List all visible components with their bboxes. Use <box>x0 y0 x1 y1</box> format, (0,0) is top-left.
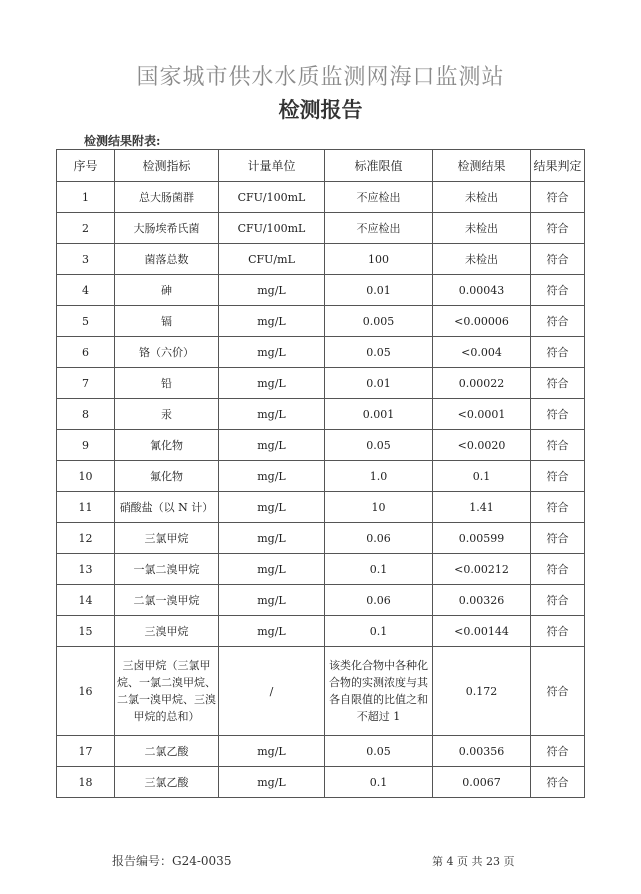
table-cell: 6 <box>57 337 115 368</box>
table-cell: mg/L <box>219 523 325 554</box>
table-cell: CFU/mL <box>219 244 325 275</box>
table-cell: 1.41 <box>433 492 531 523</box>
table-cell: 4 <box>57 275 115 306</box>
table-cell: 0.1 <box>325 554 433 585</box>
table-cell: 汞 <box>115 399 219 430</box>
table-cell: 符合 <box>531 647 585 736</box>
table-cell: 0.005 <box>325 306 433 337</box>
table-cell: 二氯一溴甲烷 <box>115 585 219 616</box>
table-row <box>57 736 585 767</box>
table-cell: 一氯二溴甲烷 <box>115 554 219 585</box>
table-cell: 0.1 <box>433 461 531 492</box>
table-cell: 0.05 <box>325 736 433 767</box>
table-cell: / <box>219 647 325 736</box>
table-cell: 12 <box>57 523 115 554</box>
table-cell: 符合 <box>531 492 585 523</box>
table-cell: 0.00022 <box>433 368 531 399</box>
table-row <box>57 275 585 306</box>
table-cell: <0.0020 <box>433 430 531 461</box>
table-cell: 17 <box>57 736 115 767</box>
table-cell: 镉 <box>115 306 219 337</box>
table-cell: mg/L <box>219 275 325 306</box>
table-cell: 符合 <box>531 275 585 306</box>
table-cell: mg/L <box>219 616 325 647</box>
table-cell: 10 <box>57 461 115 492</box>
table-cell: 5 <box>57 306 115 337</box>
column-header: 计量单位 <box>219 150 325 182</box>
table-cell: 0.0067 <box>433 767 531 798</box>
table-cell: 未检出 <box>433 182 531 213</box>
table-caption: 检测结果附表: <box>84 134 161 148</box>
table-cell: 0.172 <box>433 647 531 736</box>
table-cell: 未检出 <box>433 244 531 275</box>
table-cell: mg/L <box>219 337 325 368</box>
table-cell: 0.05 <box>325 430 433 461</box>
table-cell: 符合 <box>531 337 585 368</box>
table-cell: 18 <box>57 767 115 798</box>
table-cell: 符合 <box>531 736 585 767</box>
table-row <box>57 523 585 554</box>
table-cell: mg/L <box>219 585 325 616</box>
table-cell: 二氯乙酸 <box>115 736 219 767</box>
table-cell: CFU/100mL <box>219 213 325 244</box>
table-cell: 符合 <box>531 554 585 585</box>
table-cell: 符合 <box>531 306 585 337</box>
table-cell: 不应检出 <box>325 213 433 244</box>
table-cell: 0.06 <box>325 585 433 616</box>
table-row <box>57 399 585 430</box>
table-cell: <0.004 <box>433 337 531 368</box>
table-cell: mg/L <box>219 399 325 430</box>
table-cell: 0.01 <box>325 275 433 306</box>
table-cell: 符合 <box>531 368 585 399</box>
table-cell: mg/L <box>219 492 325 523</box>
table-cell: 0.001 <box>325 399 433 430</box>
column-header: 检测结果 <box>433 150 531 182</box>
table-cell: 砷 <box>115 275 219 306</box>
table-cell: 符合 <box>531 399 585 430</box>
report-number: 报告编号：G24-0035 <box>112 854 232 868</box>
table-cell: mg/L <box>219 767 325 798</box>
column-header: 结果判定 <box>531 150 585 182</box>
table-cell: 三卤甲烷（三氯甲烷、一氯二溴甲烷、二氯一溴甲烷、三溴甲烷的总和） <box>115 647 219 736</box>
table-row <box>57 554 585 585</box>
table-cell: 三氯乙酸 <box>115 767 219 798</box>
table-cell: 0.01 <box>325 368 433 399</box>
table-cell: 三溴甲烷 <box>115 616 219 647</box>
table-cell: 符合 <box>531 213 585 244</box>
table-cell: mg/L <box>219 461 325 492</box>
table-cell: 13 <box>57 554 115 585</box>
table-cell: 菌落总数 <box>115 244 219 275</box>
table-cell: 9 <box>57 430 115 461</box>
table-cell: 符合 <box>531 767 585 798</box>
table-cell: 铅 <box>115 368 219 399</box>
table-row <box>57 492 585 523</box>
table-cell: mg/L <box>219 368 325 399</box>
page-number: 第 4 页 共 23 页 <box>432 855 515 868</box>
report-title: 检测报告 <box>278 97 363 122</box>
table-row <box>57 767 585 798</box>
table-cell: 大肠埃希氏菌 <box>115 213 219 244</box>
table-cell: 符合 <box>531 616 585 647</box>
table-row <box>57 368 585 399</box>
table-cell: 3 <box>57 244 115 275</box>
table-row <box>57 244 585 275</box>
table-cell: 符合 <box>531 585 585 616</box>
table-cell: 0.1 <box>325 767 433 798</box>
table-cell: <0.00144 <box>433 616 531 647</box>
table-cell: mg/L <box>219 736 325 767</box>
table-cell: 未检出 <box>433 213 531 244</box>
table-cell: 铬（六价） <box>115 337 219 368</box>
table-row <box>57 182 585 213</box>
table-cell: 符合 <box>531 523 585 554</box>
table-header-row <box>57 150 585 182</box>
table-cell: mg/L <box>219 306 325 337</box>
table-cell: <0.0001 <box>433 399 531 430</box>
table-cell: 16 <box>57 647 115 736</box>
table-cell: 氟化物 <box>115 461 219 492</box>
table-cell: 0.05 <box>325 337 433 368</box>
table-cell: 7 <box>57 368 115 399</box>
organization-title: 国家城市供水水质监测网海口监测站 <box>136 65 505 90</box>
table-row <box>57 461 585 492</box>
table-cell: 0.00326 <box>433 585 531 616</box>
table-cell: 14 <box>57 585 115 616</box>
table-cell: mg/L <box>219 430 325 461</box>
table-cell: 总大肠菌群 <box>115 182 219 213</box>
table-cell: mg/L <box>219 554 325 585</box>
table-cell: 0.00043 <box>433 275 531 306</box>
table-cell: 0.00599 <box>433 523 531 554</box>
table-cell: 0.06 <box>325 523 433 554</box>
table-cell: 10 <box>325 492 433 523</box>
table-cell: 2 <box>57 213 115 244</box>
table-cell: 符合 <box>531 461 585 492</box>
table-cell: 符合 <box>531 244 585 275</box>
table-cell: 0.00356 <box>433 736 531 767</box>
column-header: 序号 <box>57 150 115 182</box>
table-cell: 1 <box>57 182 115 213</box>
table-row <box>57 647 585 736</box>
table-cell: 15 <box>57 616 115 647</box>
table-cell: CFU/100mL <box>219 182 325 213</box>
table-cell: 符合 <box>531 430 585 461</box>
results-table <box>56 149 585 798</box>
table-cell: 0.1 <box>325 616 433 647</box>
table-row <box>57 585 585 616</box>
table-cell: 100 <box>325 244 433 275</box>
table-cell: 氰化物 <box>115 430 219 461</box>
column-header: 检测指标 <box>115 150 219 182</box>
table-cell: 三氯甲烷 <box>115 523 219 554</box>
table-cell: <0.00006 <box>433 306 531 337</box>
column-header: 标准限值 <box>325 150 433 182</box>
table-cell: 不应检出 <box>325 182 433 213</box>
table-cell: 8 <box>57 399 115 430</box>
table-cell: 硝酸盐（以 N 计） <box>115 492 219 523</box>
table-cell: 该类化合物中各种化合物的实测浓度与其各自限值的比值之和不超过 1 <box>325 647 433 736</box>
table-cell: 符合 <box>531 182 585 213</box>
table-row <box>57 337 585 368</box>
table-row <box>57 306 585 337</box>
table-cell: <0.00212 <box>433 554 531 585</box>
table-row <box>57 213 585 244</box>
table-row <box>57 616 585 647</box>
table-cell: 1.0 <box>325 461 433 492</box>
table-row <box>57 430 585 461</box>
table-cell: 11 <box>57 492 115 523</box>
